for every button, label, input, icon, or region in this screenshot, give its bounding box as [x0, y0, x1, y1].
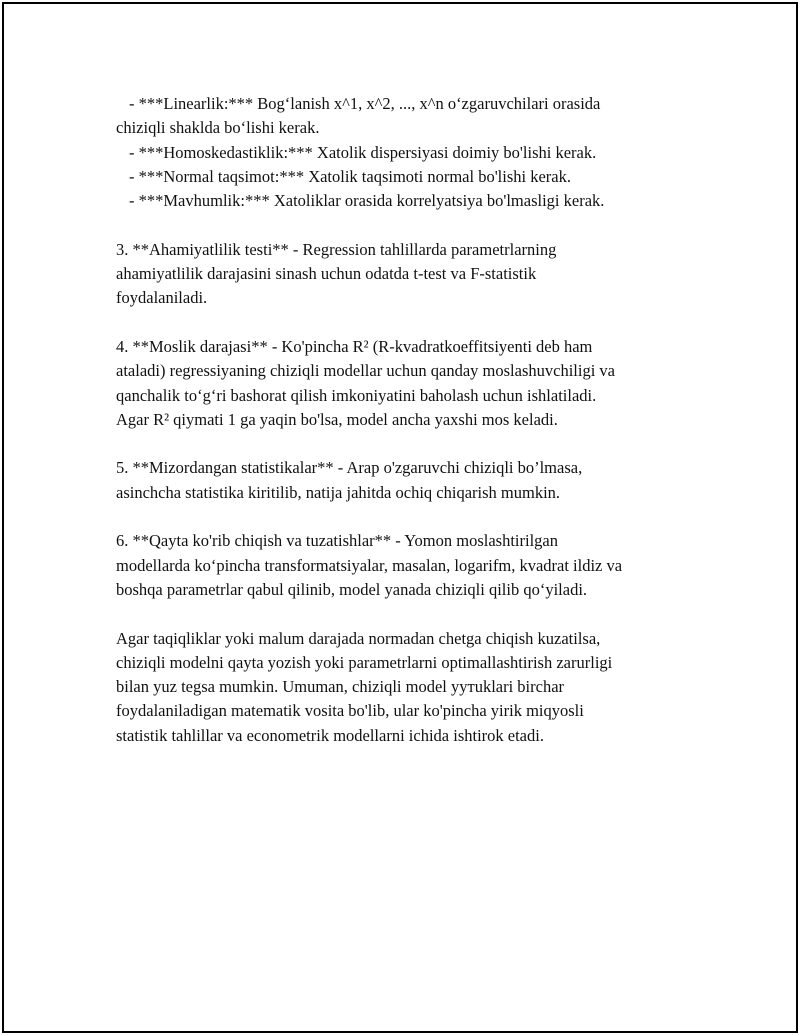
- paragraph-line: Agar R² qiymati 1 ga yaqin bo'lsa, model ancha yaxshi mos keladi.: [116, 409, 558, 429]
- paragraph-line: modellarda ko‘pincha transformatsiyalar, masalan, logarifm, kvadrat ildiz va: [116, 555, 623, 575]
- paragraph-line: statistik tahlillar va econometrik modellarni ichida ishtirok etadi.: [116, 725, 544, 745]
- paragraph-conclusion: [116, 627, 696, 748]
- bullet-normal-taqsimot: - ***Normal taqsimot:*** Xatolik taqsimoti normal bo'lishi kerak.: [129, 166, 571, 186]
- paragraph-line: 4. **Moslik darajasi** - Ko'pincha R² (R-kvadratkoeffitsiyenti deb ham: [116, 336, 593, 356]
- paragraph-qayta-korib-chiqish: [116, 529, 696, 602]
- paragraph-line: chiziqli modelni qayta yozish yoki parametrlarni optimallashtirish zarurligi: [116, 652, 613, 672]
- paragraph-line: ahamiyatlilik darajasini sinash uchun odatda t-test va F-statistik: [116, 264, 537, 284]
- paragraph-line: foydalaniladigan matematik vosita bo'lib, ular ko'pincha yirik miqyosli: [116, 701, 584, 721]
- document-body: [116, 92, 696, 772]
- paragraph-line: 5. **Mizordangan statistikalar** - Arap o'zgaruvchi chiziqli bo’lmasa,: [116, 458, 583, 478]
- paragraph-line: boshqa parametrlar qabul qilinib, model yanada chiziqli qilib qo‘yiladi.: [116, 579, 588, 599]
- paragraph-line: bilan yuz tegsa mumkin. Umuman, chiziqli model yyтuklari birchar: [116, 677, 565, 697]
- paragraph-line: foydalaniladi.: [116, 288, 208, 308]
- paragraph-line: 6. **Qayta ko'rib chiqish va tuzatishlar** - Yomon moslashtirilgan: [116, 531, 559, 551]
- paragraph-line: 3. **Ahamiyatlilik testi** - Regression tahlillarda parametrlarning: [116, 239, 557, 259]
- bullet-linearlik-line-2: chiziqli shaklda bo‘lishi kerak.: [116, 118, 320, 138]
- paragraph-mizordangan-statistikalar: [116, 456, 696, 505]
- paragraph-line: qanchalik to‘g‘ri bashorat qilish imkoniyatini baholash uchun ishlatiladi.: [116, 385, 597, 405]
- paragraph-line: ataladi) regressiyaning chiziqli modellar uchun qanday moslashuvchiligi va: [116, 361, 615, 381]
- paragraph-moslik-darajasi: [116, 335, 696, 432]
- bullet-mavhumlik: - ***Mavhumlik:*** Xatoliklar orasida korrelyatsiya bo'lmasligi kerak.: [129, 191, 605, 211]
- paragraph-line: Agar taqiqliklar yoki malum darajada normadan chetga chiqish kuzatilsa,: [116, 628, 601, 648]
- paragraph-ahamiyatlilik-testi: [116, 238, 696, 311]
- assumption-list: [116, 92, 696, 213]
- bullet-linearlik-line-1: - ***Linearlik:*** Bog‘lanish x^1, x^2, ..., x^n o‘zgaruvchilari orasida: [129, 94, 601, 113]
- paragraph-line: asinchcha statistika kiritilib, natija jahitda ochiq chiqarish mumkin.: [116, 482, 561, 502]
- bullet-homoskedastiklik: - ***Homoskedastiklik:*** Xatolik dispersiyasi doimiy bo'lishi kerak.: [129, 142, 597, 162]
